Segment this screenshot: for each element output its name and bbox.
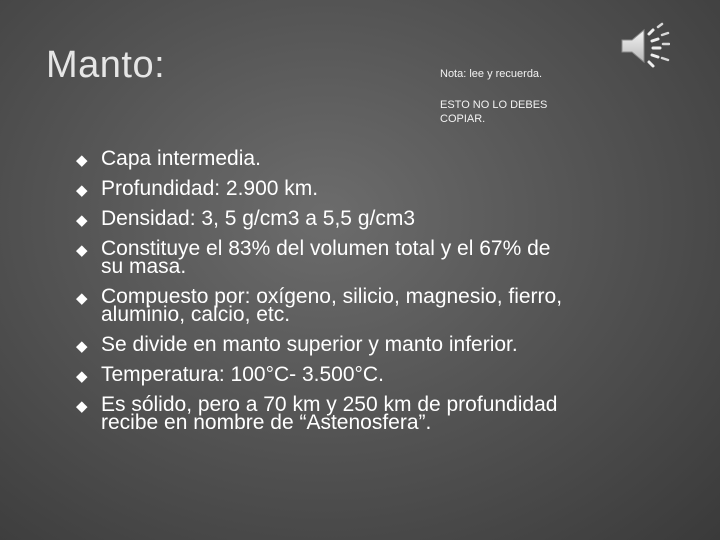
list-item xyxy=(76,237,576,278)
list-item xyxy=(76,363,576,386)
list-item xyxy=(76,285,576,326)
list-item xyxy=(76,177,576,200)
list-item-text: Compuesto por: oxígeno, silicio, magnesio, fierro, aluminio, calcio, etc. xyxy=(101,285,563,326)
list-item xyxy=(76,333,576,356)
diamond-icon: ◆ xyxy=(76,338,88,355)
list-item xyxy=(76,393,576,434)
list-item xyxy=(76,207,576,230)
list-item xyxy=(76,147,576,170)
note-text: Nota: lee y recuerda. xyxy=(440,68,543,80)
list-item-text: Profundidad: 2.900 km. xyxy=(101,177,319,200)
diamond-icon: ◆ xyxy=(76,242,88,259)
list-item-text: Temperatura: 100°C- 3.500°C. xyxy=(101,363,384,386)
diamond-icon: ◆ xyxy=(76,182,88,199)
diamond-icon: ◆ xyxy=(76,152,88,169)
diamond-icon: ◆ xyxy=(76,212,88,229)
list-item-text: Constituye el 83% del volumen total y el 67% de su masa. xyxy=(101,237,551,278)
list-item-text: Densidad: 3, 5 g/cm3 a 5,5 g/cm3 xyxy=(101,207,416,230)
warning-text: ESTO NO LO DEBES COPIAR. xyxy=(440,99,548,125)
list-item-text: Se divide en manto superior y manto inferior. xyxy=(101,333,518,356)
diamond-icon: ◆ xyxy=(76,368,88,385)
list-item-text: Es sólido, pero a 70 km y 250 km de profundidad recibe en nombre de “Astenosfera”. xyxy=(101,393,558,434)
diamond-icon: ◆ xyxy=(76,290,88,307)
slide-title: Manto: xyxy=(46,44,166,86)
list-item-text: Capa intermedia. xyxy=(101,147,261,170)
diamond-icon: ◆ xyxy=(76,398,88,415)
bullet-list xyxy=(76,147,576,444)
speaker-icon[interactable] xyxy=(618,22,670,70)
